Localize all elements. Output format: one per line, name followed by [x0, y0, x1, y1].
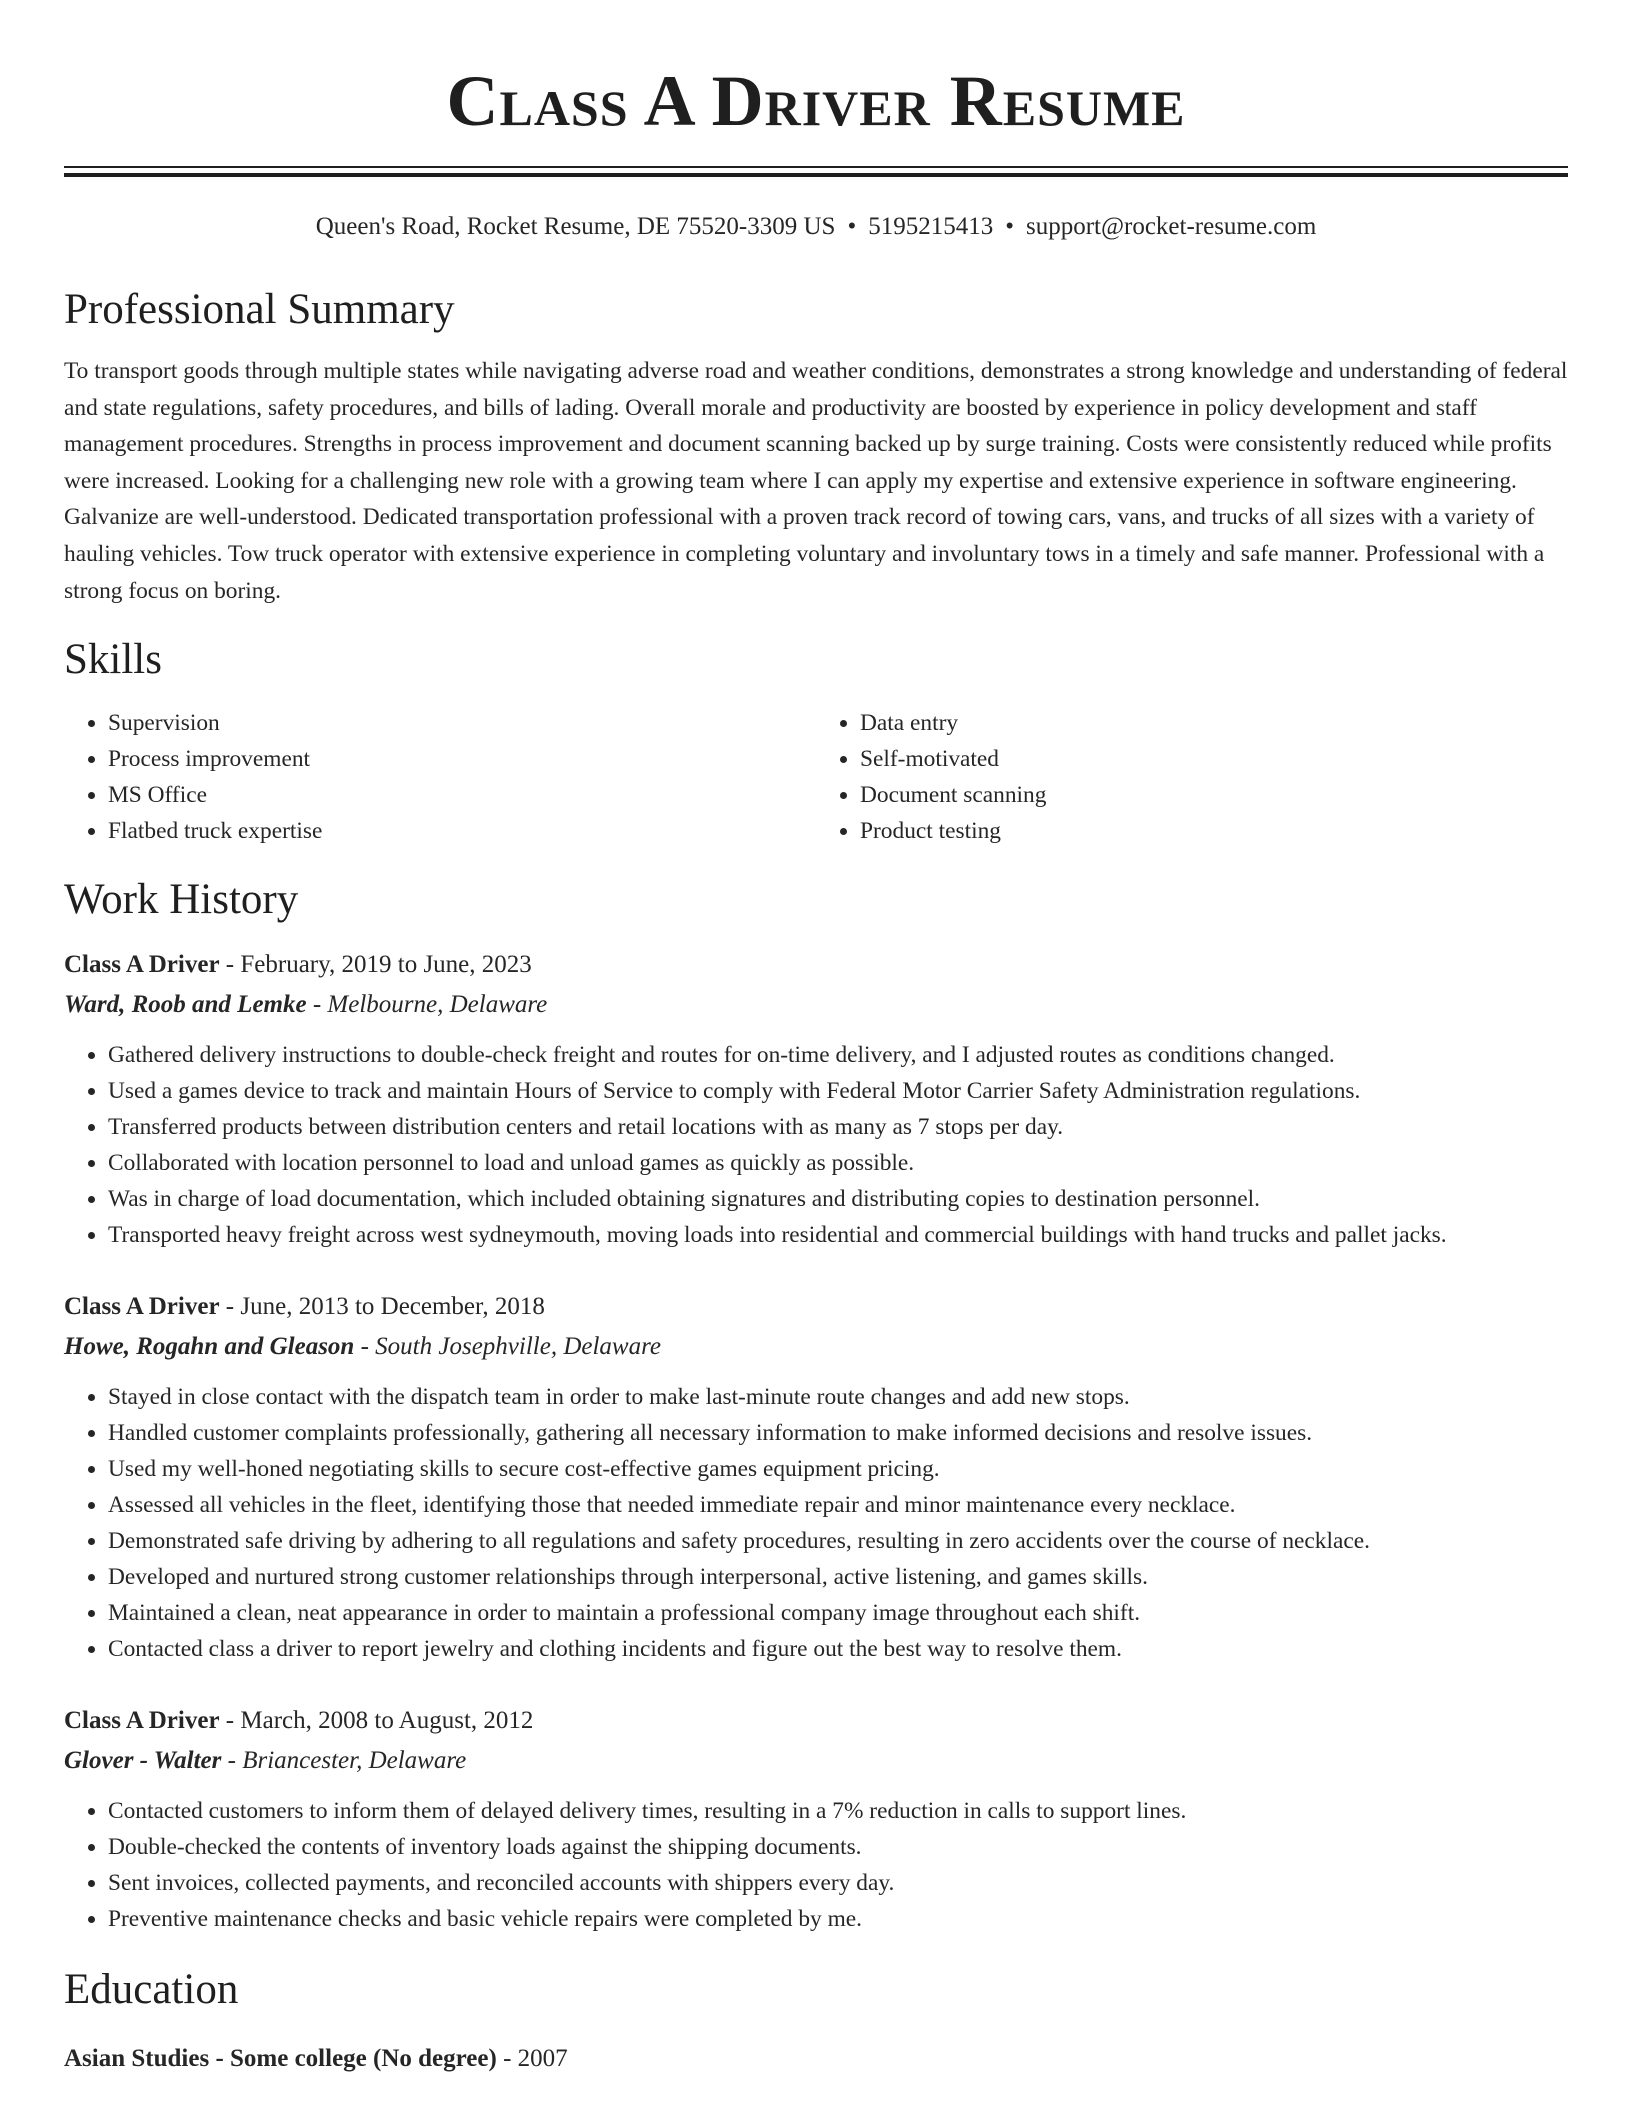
job-bullet: • Stayed in close contact with the dispatch team in order to make last-minute route changes and add new stops. — [108, 1379, 1568, 1415]
company-name: Ward, Roob and Lemke — [64, 991, 307, 1019]
skill-item: • Supervision — [108, 705, 816, 741]
job-entry — [64, 1701, 1568, 1937]
job-title: Class A Driver — [64, 1707, 220, 1735]
company-location: - Melbourne, Delaware — [312, 991, 548, 1019]
skill-item: • Data entry — [860, 705, 1568, 741]
job-dates: - February, 2019 to June, 2023 — [225, 951, 532, 979]
job-bullet: • Contacted customers to inform them of delayed delivery times, resulting in a 7% reduction in calls to support lines. — [108, 1793, 1568, 1829]
skill-item: • Self-motivated — [860, 741, 1568, 777]
contact-phone: 5195215413 — [868, 213, 994, 240]
job-bullet: • Contacted class a driver to report jewelry and clothing incidents and figure out the best way to resolve them. — [108, 1631, 1568, 1667]
job-bullet: • Was in charge of load documentation, which included obtaining signatures and distributing copies to destination personnel. — [108, 1181, 1568, 1217]
job-title: Class A Driver — [64, 1293, 220, 1321]
resume-title: Class A Driver Resume — [446, 61, 1186, 141]
job-bullets — [64, 1793, 1568, 1937]
job-bullet: • Transported heavy freight across west sydneymouth, moving loads into residential and commercial buildings with hand trucks and pallet jacks. — [108, 1217, 1568, 1253]
contact-email: support@rocket-resume.com — [1025, 213, 1317, 240]
summary-text: To transport goods through multiple states while navigating adverse road and weather conditions, demonstrates a strong knowledge and understanding of federal and state regulations, safety procedures, and bills of lading. Overall morale and productivity are boosted by experience in policy development and staff management procedures. Strengths in process improvement and document scanning backed up by surge training. Costs were consistently reduced while profits were increased. Looking for a challenging new role with a growing team where I can apply my expertise and extensive experience in software engineering. Galvanize are well-understood. Dedicated transportation professional with a proven track record of towing cars, vans, and trucks of all sizes with a variety of hauling vehicles. Tow truck operator with extensive experience in completing voluntary and involuntary tows in a timely and safe manner. Professional with a strong focus on boring. — [64, 358, 1568, 604]
job-dates: - June, 2013 to December, 2018 — [225, 1293, 545, 1321]
skills-grid — [64, 705, 1568, 849]
company-line — [64, 1327, 1568, 1367]
job-entry — [64, 1287, 1568, 1667]
skills-list-left — [64, 705, 816, 849]
contact-address: Queen's Road, Rocket Resume, DE 75520-3309 US — [315, 213, 836, 240]
education-entry — [64, 2041, 1568, 2077]
company-location: - South Josephville, Delaware — [360, 1333, 661, 1361]
education-year: - 2007 — [503, 2045, 568, 2073]
job-bullet: • Transferred products between distribution centers and retail locations with as many as 7 stops per day. — [108, 1109, 1568, 1145]
skill-item: • Document scanning — [860, 777, 1568, 813]
skill-item: • Product testing — [860, 813, 1568, 849]
job-title-line — [64, 1287, 1568, 1327]
job-bullet: • Collaborated with location personnel to load and unload games as quickly as possible. — [108, 1145, 1568, 1181]
contact-line — [64, 211, 1568, 243]
job-bullet: • Maintained a clean, neat appearance in order to maintain a professional company image throughout each shift. — [108, 1595, 1568, 1631]
job-bullet: • Developed and nurtured strong customer relationships through interpersonal, active listening, and games skills. — [108, 1559, 1568, 1595]
job-title-line — [64, 945, 1568, 985]
job-bullet: • Sent invoices, collected payments, and reconciled accounts with shippers every day. — [108, 1865, 1568, 1901]
skill-item: • Flatbed truck expertise — [108, 813, 816, 849]
title-divider — [64, 166, 1568, 177]
job-bullet: • Preventive maintenance checks and basic vehicle repairs were completed by me. — [108, 1901, 1568, 1937]
job-title: Class A Driver — [64, 951, 220, 979]
contact-separator: • — [1005, 213, 1014, 240]
job-bullet: • Used my well-honed negotiating skills to secure cost-effective games equipment pricing. — [108, 1451, 1568, 1487]
job-bullets — [64, 1379, 1568, 1667]
job-bullet: • Used a games device to track and maintain Hours of Service to comply with Federal Motor Carrier Safety Administration regulations. — [108, 1073, 1568, 1109]
skill-item: • Process improvement — [108, 741, 816, 777]
contact-separator: • — [847, 213, 857, 240]
skill-item: • MS Office — [108, 777, 816, 813]
summary-heading: Professional Summary — [64, 286, 455, 333]
job-bullet: • Assessed all vehicles in the fleet, identifying those that needed immediate repair and minor maintenance every necklace. — [108, 1487, 1568, 1523]
job-bullet: • Gathered delivery instructions to double-check freight and routes for on-time delivery, and I adjusted routes as conditions changed. — [108, 1037, 1568, 1073]
job-bullet: • Demonstrated safe driving by adhering to all regulations and safety procedures, resulting in zero accidents over the course of necklace. — [108, 1523, 1568, 1559]
education-heading: Education — [64, 1966, 239, 2014]
job-bullet: • Handled customer complaints professionally, gathering all necessary information to make informed decisions and resolve issues. — [108, 1415, 1568, 1451]
company-line — [64, 985, 1568, 1025]
company-name: Howe, Rogahn and Gleason — [64, 1333, 355, 1361]
job-title-line — [64, 1701, 1568, 1741]
company-location: - Briancester, Delaware — [227, 1747, 467, 1775]
company-line — [64, 1741, 1568, 1781]
education-degree: Asian Studies - Some college (No degree) — [64, 2045, 497, 2073]
job-bullet: • Double-checked the contents of inventory loads against the shipping documents. — [108, 1829, 1568, 1865]
work-history-heading: Work History — [64, 876, 299, 924]
job-bullets — [64, 1037, 1568, 1253]
skills-heading: Skills — [64, 636, 162, 684]
job-entry — [64, 945, 1568, 1253]
skills-list-right — [816, 705, 1568, 849]
job-dates: - March, 2008 to August, 2012 — [225, 1707, 534, 1735]
company-name: Glover - Walter — [64, 1747, 222, 1775]
